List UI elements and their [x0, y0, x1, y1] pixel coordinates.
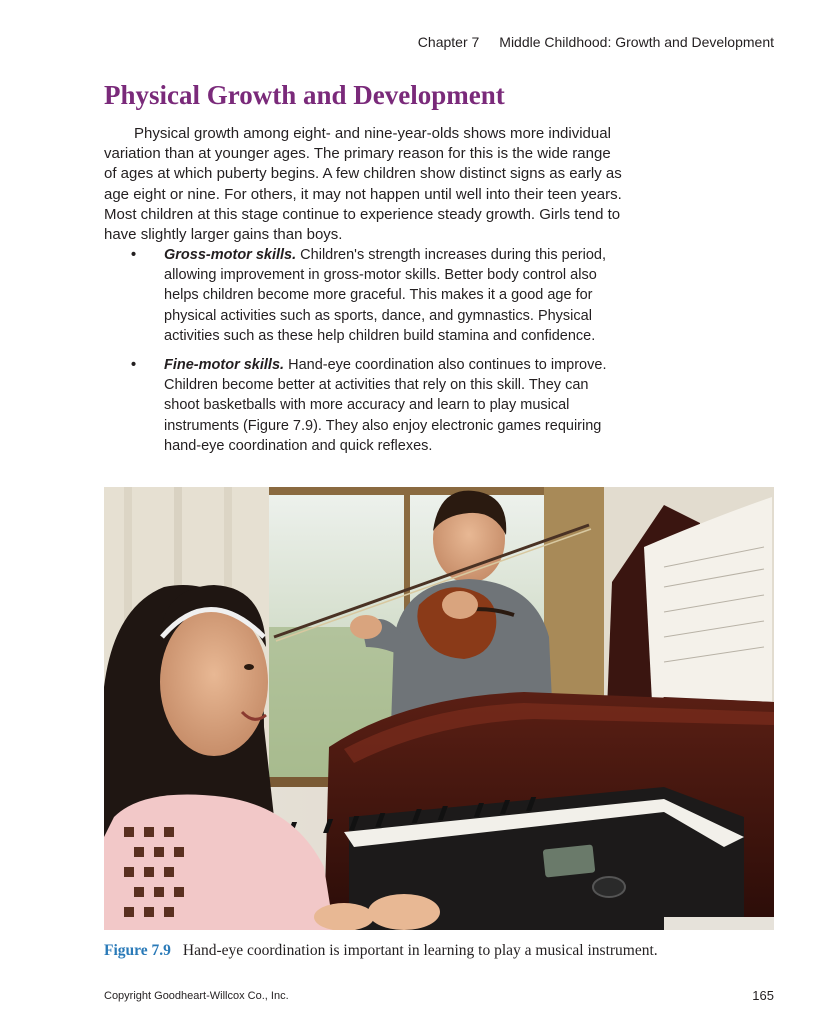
chapter-number: Chapter 7 — [417, 34, 480, 50]
figure-caption — [104, 942, 784, 960]
chapter-title: Middle Childhood: Growth and Development — [499, 34, 774, 50]
bullet-list — [104, 245, 626, 456]
page-number: 165 — [752, 988, 774, 1003]
figure-photo — [104, 487, 774, 930]
running-head — [418, 34, 774, 50]
bullet-lead: Fine-motor skills. — [164, 357, 285, 374]
footer-copyright: Copyright Goodheart-Willcox Co., Inc. — [104, 990, 289, 1002]
figure-caption-text: Hand-eye coordination is important in learning to play a musical instrument. — [182, 942, 658, 959]
bullet-dot: • — [131, 247, 137, 263]
section-title: Physical Growth and Development — [104, 80, 505, 110]
figure-label: Figure 7.9 — [104, 942, 171, 959]
photo-illustration — [104, 487, 774, 930]
body-paragraph: Physical growth among eight- and nine-year-olds shows more individual variation than at younger ages. The primary reason for this is the wide range of ages at which puberty begins. A few children show distinct signs as early as age eight or nine. For others, it may not happen until well into their teen years. Most children at this stage continue to experience steady growth. Girls tend to have slightly larger gains than boys. — [104, 125, 622, 244]
bullet-item-gross-motor — [104, 245, 626, 346]
bullet-text: Children's strength increases during this period, allowing improvement in gross-motor skills. Better body control also helps children become more graceful. This makes it a good age for physical activities such as sports, dance, and gymnastics. Physical activities such as these help children build stamina and confidence. — [164, 247, 607, 344]
bullet-dot: • — [131, 357, 137, 374]
bullet-lead: Gross-motor skills. — [164, 247, 297, 263]
bullet-item-fine-motor — [104, 355, 626, 456]
bullet-text: Hand-eye coordination also continues to improve. Children become better at activities that rely on this skill. They can shoot basketballs with more accuracy and learn to play musical instruments (Figure 7.9). They also enjoy electronic games requiring hand-eye coordination and quick reflexes. — [164, 357, 607, 454]
